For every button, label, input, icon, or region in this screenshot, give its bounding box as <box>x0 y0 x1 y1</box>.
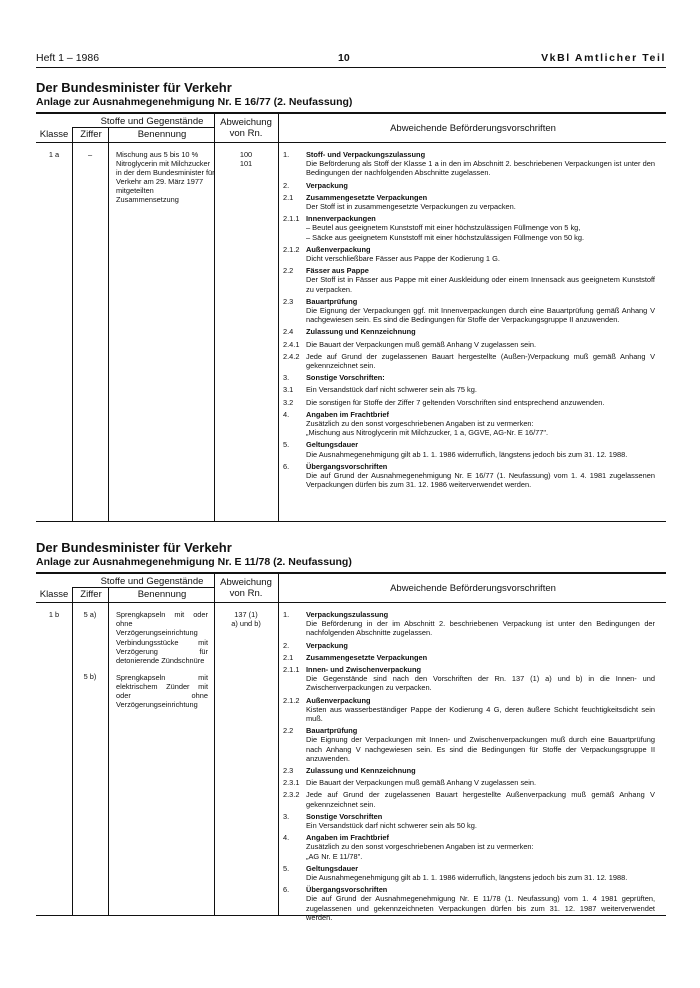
provision-item <box>283 833 655 861</box>
provision-body <box>306 297 655 325</box>
provision-heading: Sonstige Vorschriften: <box>306 373 385 383</box>
provision-body <box>306 864 655 882</box>
issue-label: Heft 1 – 1986 <box>36 52 100 64</box>
provision-heading: Sonstige Vorschriften <box>306 811 383 821</box>
provision-heading: Verpackung <box>306 180 348 190</box>
provision-item <box>283 440 655 458</box>
header-subrule <box>72 127 214 128</box>
provision-body <box>306 214 655 242</box>
abweichung-value: 101 <box>239 159 253 169</box>
provision-heading: Innenverpackungen <box>306 214 376 224</box>
abweichung-value: 137 (1) <box>234 610 258 619</box>
provision-heading: Fässer aus Pappe <box>306 266 369 276</box>
provision-heading: Innen- und Zwischenverpackung <box>306 665 421 675</box>
provision-number: 4. <box>283 833 290 843</box>
provision-body <box>306 653 655 662</box>
abweichung-value: 100 <box>239 150 253 159</box>
section-subtitle: Anlage zur Ausnahmegenehmigung Nr. E 16/77 (2. Neufassung) <box>36 96 353 108</box>
provision-text: – Beutel aus geeignetem Kunststoff mit einer höchstzulässigen Füllmenge von 5 kg, – Säcke aus geeignetem Kunststoff mit einer höchstzulässigen Füllmenge von 50 kg. <box>306 223 584 242</box>
provision-number: 3.1 <box>283 385 294 395</box>
provision-heading: Zulassung und Kennzeichnung <box>306 327 416 337</box>
provision-number: 2.1.1 <box>283 214 300 224</box>
section-subtitle: Anlage zur Ausnahmegenehmigung Nr. E 11/78 (2. Neufassung) <box>36 556 352 568</box>
provision-number: 2.2 <box>283 266 294 276</box>
provision-number: 3.2 <box>283 397 294 407</box>
provision-heading: Geltungsdauer <box>306 440 359 450</box>
page-number: 10 <box>338 52 350 64</box>
provision-heading: Stoff- und Verpackungszulassung <box>306 150 426 159</box>
col-divider <box>72 128 73 142</box>
col-divider <box>72 602 73 916</box>
provision-text: Jede auf Grund der zugelassenen Bauart hergestellte Außenverpackung muß gemäß Anhang V gekennzeichnet sein. <box>306 790 655 809</box>
provision-text: Die Beförderung in der im Abschnitt 2. beschriebenen Verpackung ist unter den Bedingungen der nachfolgenden Abschnitte zugelassen. <box>306 619 655 638</box>
provision-text: Ein Versandstück darf nicht schwerer sein als 75 kg. <box>306 385 477 395</box>
provision-body <box>306 181 655 190</box>
provision-number: 4. <box>283 409 290 419</box>
provision-number: 2.4.2 <box>283 351 300 361</box>
provision-item <box>283 610 655 638</box>
provision-heading: Bauartprüfung <box>306 296 358 306</box>
provision-body <box>306 641 655 650</box>
provision-number: 2.3.1 <box>283 778 300 788</box>
permit-section-e11-78 <box>36 540 666 922</box>
benennung-cell <box>116 610 208 711</box>
provision-item <box>283 885 655 922</box>
provision-text: Die Eignung der Verpackungen ggf. mit Innenverpackungen durch eine Bauartprüfung gemäß Anhang V nachgewiesen sein. Es sind die Bedingungen für Stoffe der Verpackungsgruppe II anzuwenden. <box>306 306 655 325</box>
provision-item <box>283 327 655 336</box>
provision-heading: Verpackung <box>306 640 348 650</box>
provision-item <box>283 766 655 775</box>
provision-item <box>283 696 655 724</box>
table-bottom-rule <box>36 521 666 522</box>
header-stoffe: Stoffe und Gegenstände <box>100 576 204 587</box>
provision-body <box>306 665 655 693</box>
table-header <box>36 114 666 143</box>
header-stoffe: Stoffe und Gegenstände <box>100 116 204 127</box>
permit-section-e16-77 <box>36 80 666 522</box>
provision-number: 2.4.1 <box>283 339 300 349</box>
provision-body <box>306 266 655 294</box>
provision-text: Zusätzlich zu den sonst vorgeschriebenen Angaben ist zu vermerken: „AG Nr. E 11/78". <box>306 842 534 861</box>
provision-item <box>283 340 655 349</box>
provision-heading: Bauartprüfung <box>306 726 358 736</box>
provision-body <box>306 398 655 407</box>
col-divider <box>72 142 73 522</box>
abweichung-value: a) und b) <box>231 619 261 629</box>
col-divider <box>108 128 109 142</box>
provision-body <box>306 410 655 438</box>
provisions-table <box>36 112 666 522</box>
provision-item <box>283 245 655 263</box>
provision-number: 2.3.2 <box>283 790 300 800</box>
provision-text: Kisten aus wasserbeständiger Pappe der Kodierung 4 G, deren äußere Schicht feuchtigkeitsdicht sein muß. <box>306 704 655 724</box>
provision-text: Der Stoff ist in Fässer aus Pappe mit einer Auskleidung oder einem Innensack aus geeignetem Kunststoff zu verpacken. <box>306 275 655 294</box>
provision-heading: Außenverpackung <box>306 244 371 254</box>
benennung-text: Verbindungsstücke mit Verzögerung für detonierende Zündschnüre <box>116 638 208 666</box>
provision-heading: Zulassung und Kennzeichnung <box>306 766 416 776</box>
provision-number: 6. <box>283 461 290 471</box>
provision-item <box>283 193 655 211</box>
benennung-text: Mischung aus 5 bis 10 % Nitroglycerin mit Milchzucker in der dem Bundesminister für Verkehr am 29. März 1977 mitgeteilten Zusammensetzung <box>116 150 215 205</box>
abweichung-cell <box>214 150 278 168</box>
header-abweichung: Abweichung <box>220 117 272 128</box>
provision-item <box>283 462 655 490</box>
provision-body <box>306 193 655 211</box>
provision-text: Die auf Grund der Ausnahmegenehmigung Nr. E 16/77 (1. Neufassung) vom 1. 4. 1981 zugelassenen Verpackungen dürfen bis zum 31. 12. 1986 weiterverwendet werden. <box>306 471 655 490</box>
provisions-table <box>36 572 666 922</box>
header-vorschriften: Abweichende Beförderungsvorschriften <box>390 583 556 594</box>
header-klasse: Klasse <box>39 129 69 140</box>
provision-body <box>306 352 655 370</box>
provision-item <box>283 352 655 370</box>
header-abweichung-rn: von Rn. <box>229 128 263 139</box>
col-divider <box>278 114 279 522</box>
provision-number: 2.3 <box>283 296 294 306</box>
provision-body <box>306 790 655 808</box>
provisions-list <box>283 610 655 925</box>
provision-body <box>306 245 655 263</box>
provision-text: Die auf Grund der Ausnahmegenehmigung Nr. E 11/78 (1. Neufassung) vom 1. 4 1981 geprüften, zugelassenen und gekennzeichneten Verpackungen dürfen bis zum 31. 12. 1987 weiterverwendet werden. <box>306 894 655 922</box>
provision-item <box>283 665 655 693</box>
provision-item <box>283 641 655 650</box>
section-title: Der Bundesminister für Verkehr <box>36 80 232 95</box>
ziffer-cell: 5 b) <box>83 672 97 681</box>
ziffer-cell: 5 a) <box>83 610 97 619</box>
benennung-cell <box>116 150 216 207</box>
journal-title: VkBl Amtlicher Teil <box>541 52 666 64</box>
provision-number: 2.1 <box>283 192 294 202</box>
provision-heading: Angaben im Frachtbrief <box>306 833 389 843</box>
provision-item <box>283 812 655 830</box>
provision-number: 2.1.2 <box>283 244 300 254</box>
provision-item <box>283 385 655 394</box>
provision-text: Die Eignung der Verpackungen mit Innen- und Zwischenverpackungen muß durch eine Bauartprüfung nach Anhang V nachgewiesen sein. Es sind die Bedingungen für Stoffe der Verpackungsgruppe II anzuwenden. <box>306 735 655 763</box>
provision-text: Die sonstigen für Stoffe der Ziffer 7 geltenden Vorschriften sind entsprechend anzuwenden. <box>306 397 605 407</box>
provision-number: 2.1.2 <box>283 695 300 705</box>
provision-number: 2.1 <box>283 652 294 662</box>
provision-body <box>306 385 655 394</box>
provision-item <box>283 790 655 808</box>
provision-item <box>283 266 655 294</box>
provision-heading: Geltungsdauer <box>306 863 359 873</box>
klasse-cell: 1 a <box>48 150 60 159</box>
header-rule <box>36 67 666 68</box>
provision-number: 1. <box>283 610 290 619</box>
provision-number: 3. <box>283 811 290 821</box>
provision-number: 2.3 <box>283 766 294 776</box>
provision-body <box>306 812 655 830</box>
benennung-text: Sprengkapseln mit oder ohne Verzögerungseinrichtung <box>116 610 208 638</box>
running-header <box>36 52 666 66</box>
header-subrule <box>72 587 214 588</box>
provision-heading: Außenverpackung <box>306 695 371 705</box>
provision-body <box>306 327 655 336</box>
provision-item <box>283 410 655 438</box>
provision-heading: Übergangsvorschriften <box>306 461 388 471</box>
provision-number: 1. <box>283 150 290 159</box>
provision-body <box>306 833 655 861</box>
provisions-list <box>283 150 655 493</box>
col-divider <box>108 588 109 602</box>
provision-number: 2.4 <box>283 327 294 337</box>
provision-body <box>306 610 655 638</box>
table-header <box>36 574 666 603</box>
provision-text: Die Ausnahmegenehmigung gilt ab 1. 1. 1986 widerruflich, längstens jedoch bis zum 31. 12. 1988. <box>306 873 628 883</box>
provision-item <box>283 214 655 242</box>
provision-item <box>283 297 655 325</box>
provision-item <box>283 653 655 662</box>
provision-body <box>306 440 655 458</box>
provision-body <box>306 340 655 349</box>
provision-number: 6. <box>283 885 290 895</box>
header-benennung: Benennung <box>137 129 187 140</box>
provision-item <box>283 398 655 407</box>
col-divider <box>108 602 109 916</box>
header-vorschriften: Abweichende Beförderungsvorschriften <box>390 123 556 134</box>
ziffer-cell: – <box>87 150 93 159</box>
provision-number: 2.2 <box>283 726 294 736</box>
provision-heading: Angaben im Frachtbrief <box>306 409 389 419</box>
provision-text: Die Beförderung als Stoff der Klasse 1 a in den im Abschnitt 2. beschriebenen Verpackungen ist unter den Bedingungen der nachfolgenden Abschnitte zugelassen. <box>306 159 655 178</box>
provision-number: 2. <box>283 180 290 190</box>
provision-heading: Übergangsvorschriften <box>306 885 388 895</box>
provision-item <box>283 778 655 787</box>
provision-number: 5. <box>283 440 290 450</box>
provision-body <box>306 462 655 490</box>
provision-body <box>306 778 655 787</box>
provision-number: 3. <box>283 373 290 383</box>
klasse-cell: 1 b <box>48 610 60 619</box>
provision-number: 2. <box>283 640 290 650</box>
provision-item <box>283 864 655 882</box>
provision-item <box>283 373 655 382</box>
provision-number: 2.1.1 <box>283 665 300 675</box>
provision-heading: Verpackungszulassung <box>306 610 389 619</box>
col-divider <box>108 142 109 522</box>
provision-text: Die Bauart der Verpackungen muß gemäß Anhang V zugelassen sein. <box>306 339 537 349</box>
header-klasse: Klasse <box>39 589 69 600</box>
provision-text: Die Ausnahmegenehmigung gilt ab 1. 1. 1986 widerruflich, längstens jedoch bis zum 31. 12. 1988. <box>306 449 628 459</box>
provision-item <box>283 181 655 190</box>
provision-text: Die Gegenstände sind nach den Vorschriften der Rn. 137 (1) a) und b) in die Innen- und Zwischenverpackungen zu verpacken. <box>306 674 655 693</box>
provision-body <box>306 373 655 382</box>
provision-body <box>306 885 655 922</box>
header-benennung: Benennung <box>137 589 187 600</box>
provision-number: 5. <box>283 863 290 873</box>
provision-text: Dicht verschließbare Fässer aus Pappe der Kodierung 1 G. <box>306 254 500 264</box>
provision-text: Jede auf Grund der zugelassenen Bauart hergestellte (Außen-)Verpackung muß gemäß Anhang V gekennzeichnet sein. <box>306 351 655 371</box>
provision-body <box>306 726 655 763</box>
provision-item <box>283 150 655 178</box>
provision-text: Zusätzlich zu den sonst vorgeschriebenen Angaben ist zu vermerken: „Mischung aus Nitroglycerin mit Milchzucker, 1 a, GGVE, AG-Nr. E 16/77". <box>306 419 549 438</box>
provision-body <box>306 766 655 775</box>
provision-item <box>283 726 655 763</box>
provision-heading: Zusammengesetzte Verpackungen <box>306 652 428 662</box>
col-divider <box>72 588 73 602</box>
provision-text: Ein Versandstück darf nicht schwerer sein als 50 kg. <box>306 821 477 831</box>
header-ziffer: Ziffer <box>80 129 102 140</box>
provision-body <box>306 696 655 724</box>
provision-text: Der Stoff ist in zusammengesetzte Verpackungen zu verpacken. <box>306 202 516 212</box>
header-abweichung-rn: von Rn. <box>229 588 263 599</box>
section-title: Der Bundesminister für Verkehr <box>36 540 232 555</box>
provision-body <box>306 150 655 178</box>
benennung-text: Sprengkapseln mit elektrischem Zünder mit oder ohne Verzögerungseinrichtung <box>116 673 208 710</box>
header-ziffer: Ziffer <box>80 589 102 600</box>
provision-text: Die Bauart der Verpackungen muß gemäß Anhang V zugelassen sein. <box>306 778 537 788</box>
provision-heading: Zusammengesetzte Verpackungen <box>306 192 428 202</box>
col-divider <box>278 574 279 916</box>
header-abweichung: Abweichung <box>220 577 272 588</box>
abweichung-cell <box>214 610 278 628</box>
